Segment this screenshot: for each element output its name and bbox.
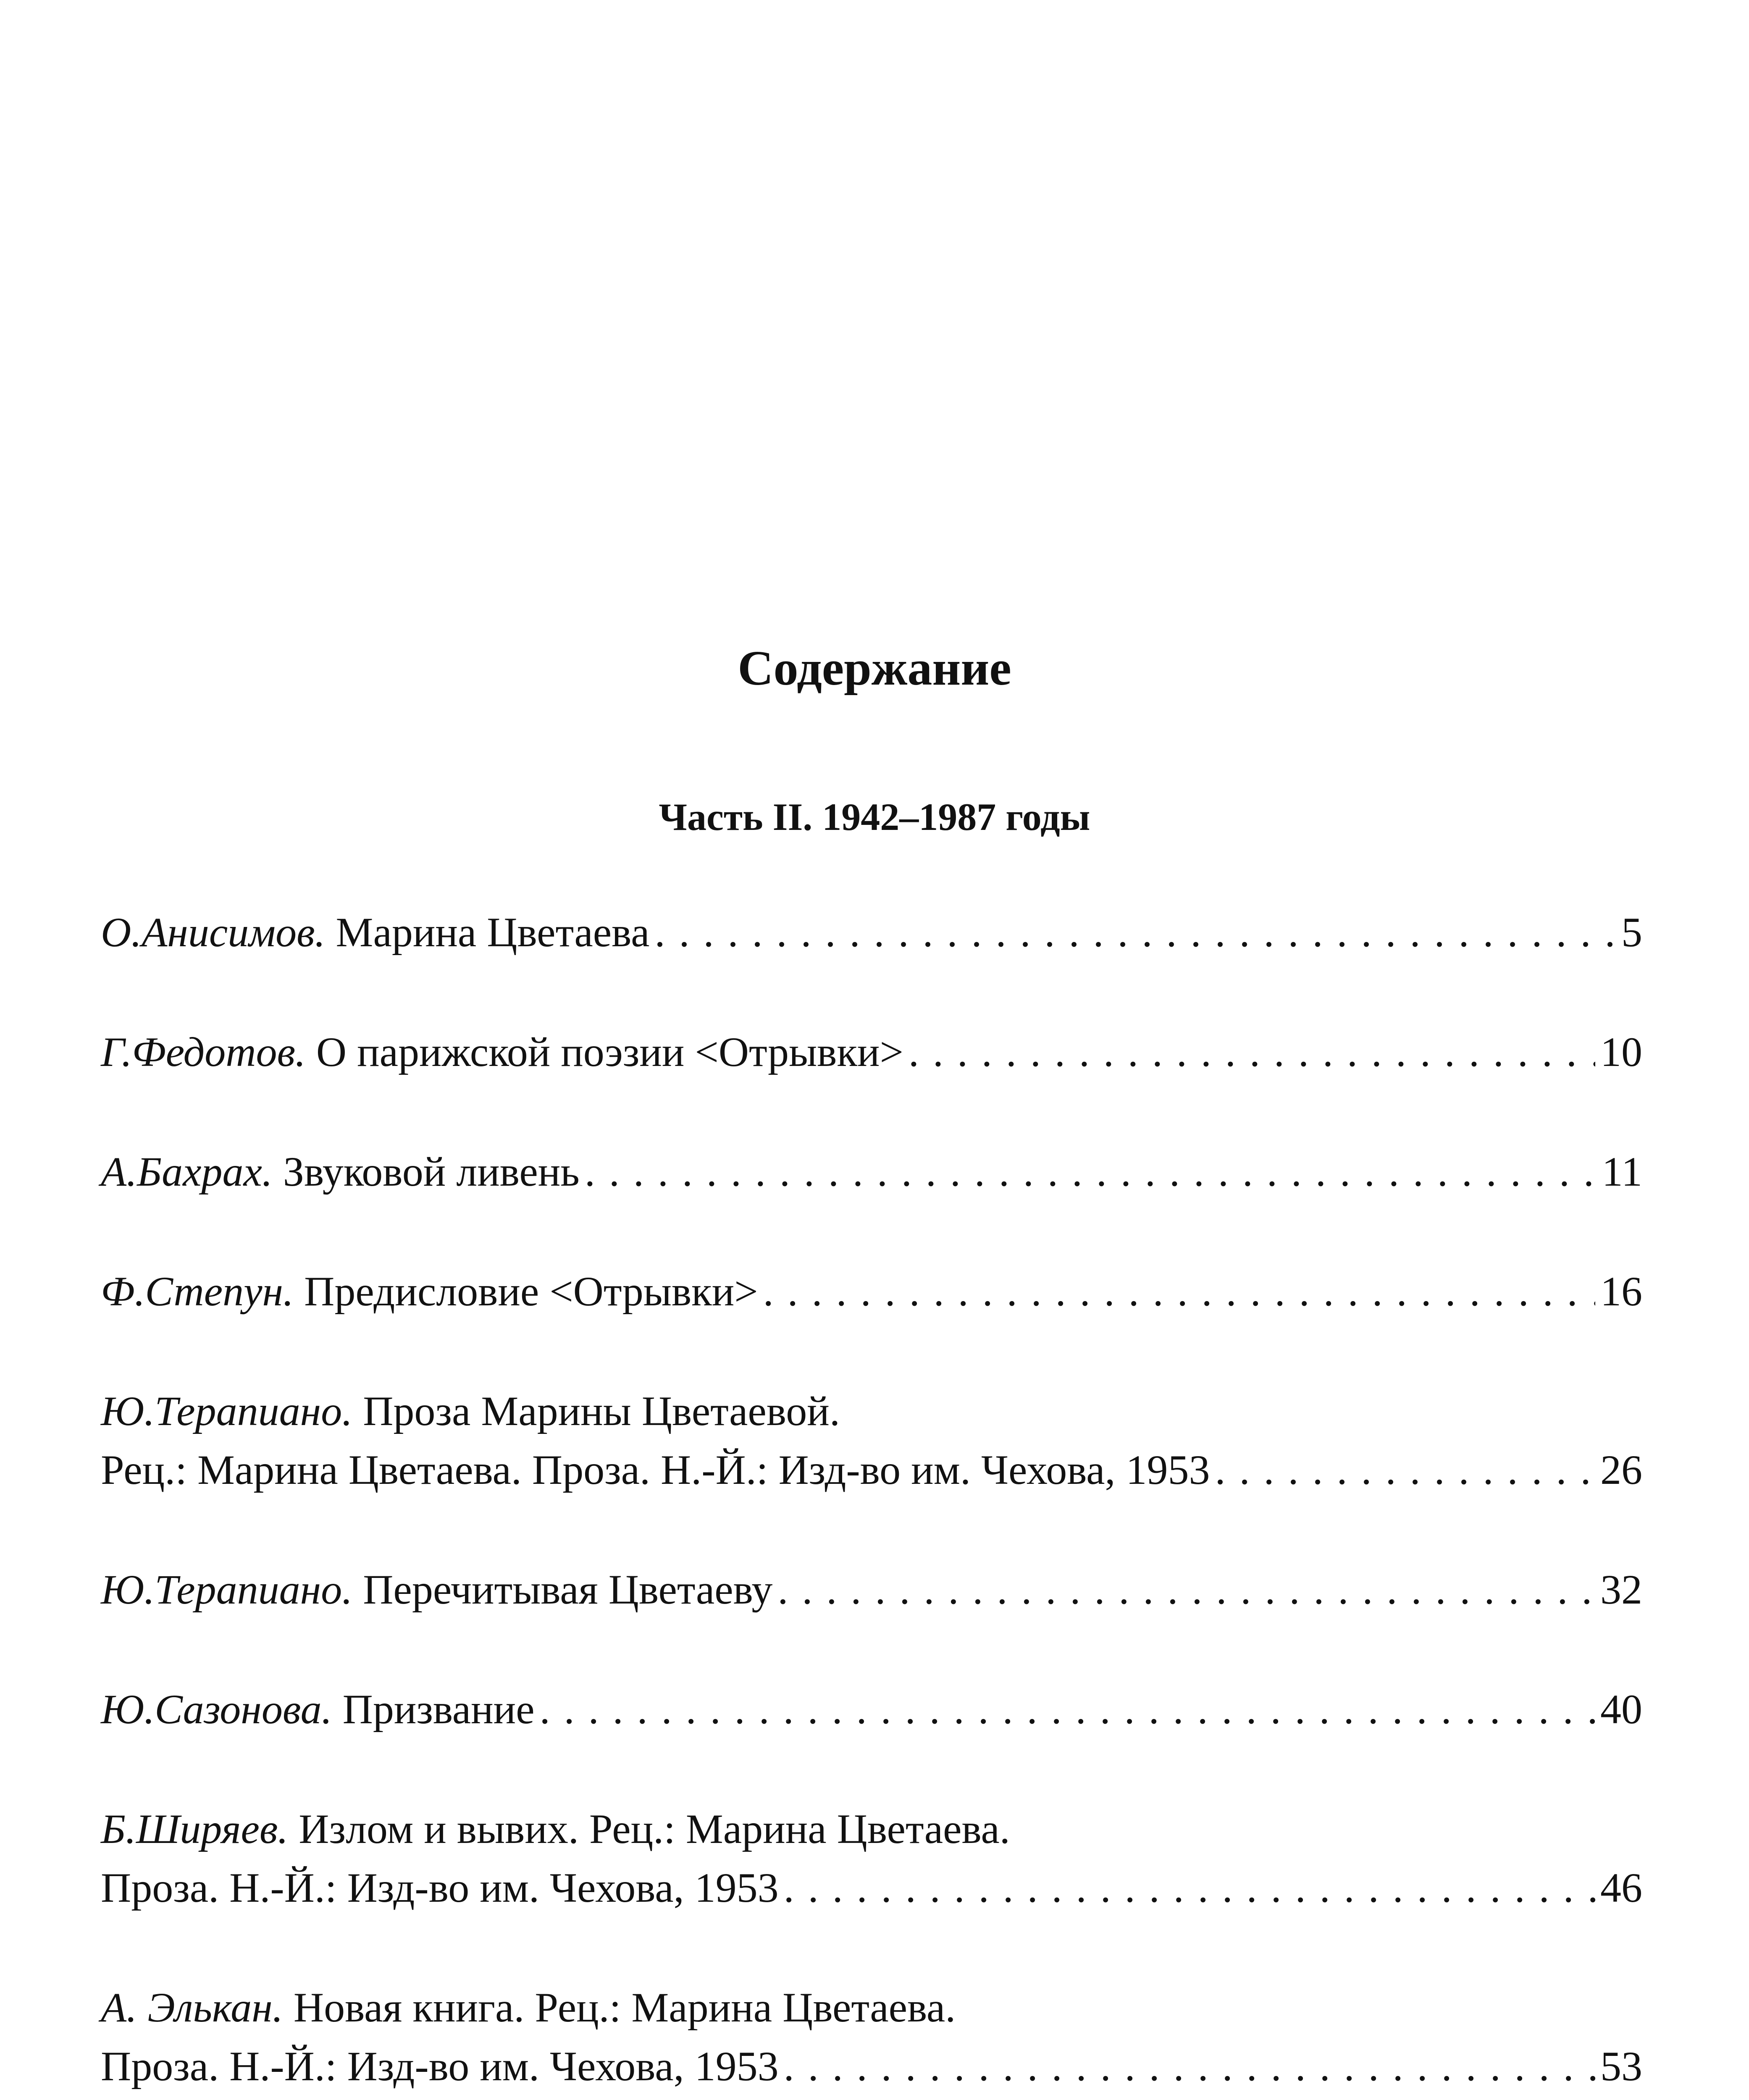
toc-entry-line	[101, 1858, 1642, 1917]
toc-title: Звуковой ливень	[283, 1148, 580, 1195]
toc-page-number: 46	[1600, 1864, 1642, 1911]
toc-title: О парижской поэзии <Отрывки>	[316, 1029, 903, 1075]
part-title: Часть II. 1942–1987 годы	[659, 795, 1090, 838]
toc-author: Б.Ширяев.	[101, 1806, 289, 1852]
toc-entry	[101, 903, 1642, 962]
toc-leader-dots	[585, 1142, 1597, 1201]
toc-title: Новая книга. Рец.: Марина Цветаева.	[293, 1984, 956, 2031]
toc-entry-line	[101, 1441, 1642, 1499]
toc-author: Г.Федотов.	[101, 1029, 306, 1075]
toc-author: Ю.Сазонова.	[101, 1686, 332, 1732]
table-of-contents	[101, 903, 1642, 2100]
toc-author: А.Бахрах.	[101, 1148, 273, 1195]
toc-leader-dots	[784, 2037, 1595, 2096]
toc-page-number: 5	[1621, 909, 1642, 956]
toc-title: Предисловие <Отрывки>	[304, 1268, 758, 1315]
toc-leader-dots	[909, 1023, 1595, 1082]
toc-entry	[101, 1382, 1642, 1499]
toc-page-number: 53	[1600, 2043, 1642, 2090]
toc-leader-dots	[654, 903, 1616, 962]
toc-entry-line	[101, 903, 1642, 962]
toc-title: Проза. Н.-Й.: Изд-во им. Чехова, 1953	[101, 1864, 779, 1911]
toc-entry	[101, 1800, 1642, 1917]
toc-leader-dots	[784, 1858, 1595, 1917]
toc-title: Призвание	[342, 1686, 535, 1732]
toc-author: О.Анисимов.	[101, 909, 326, 956]
toc-entry-line	[101, 1142, 1642, 1201]
toc-author: А. Элькан.	[101, 1984, 283, 2031]
toc-title: Проза. Н.-Й.: Изд-во им. Чехова, 1953	[101, 2043, 779, 2090]
toc-leader-dots	[540, 1680, 1595, 1739]
toc-page-number: 11	[1602, 1148, 1642, 1195]
toc-page-number: 10	[1600, 1029, 1642, 1075]
toc-entry-line	[101, 1680, 1642, 1739]
toc-author: Ф.Степун.	[101, 1268, 294, 1315]
toc-title: Рец.: Марина Цветаева. Проза. Н.-Й.: Изд-во им. Чехова, 1953	[101, 1446, 1210, 1493]
toc-entry	[101, 1978, 1642, 2096]
toc-page-number: 26	[1600, 1446, 1642, 1493]
toc-leader-dots	[777, 1560, 1595, 1619]
toc-entry-line	[101, 1382, 1642, 1441]
toc-author: Ю.Терапиано.	[101, 1566, 353, 1613]
toc-entry-line	[101, 1560, 1642, 1619]
toc-entry-line	[101, 1023, 1642, 1082]
toc-leader-dots	[763, 1262, 1595, 1321]
toc-entry-line	[101, 1262, 1642, 1321]
toc-entry	[101, 1023, 1642, 1082]
toc-entry-line	[101, 1800, 1642, 1858]
toc-title: Перечитывая Цветаеву	[363, 1566, 773, 1613]
toc-page-number: 16	[1600, 1268, 1642, 1315]
toc-page-number: 40	[1600, 1686, 1642, 1732]
toc-author: Ю.Терапиано.	[101, 1388, 353, 1434]
toc-title: Излом и вывих. Рец.: Марина Цветаева.	[299, 1806, 1010, 1852]
toc-entry	[101, 1560, 1642, 1619]
toc-page-number: 32	[1600, 1566, 1642, 1613]
toc-entry	[101, 1680, 1642, 1739]
toc-entry	[101, 1142, 1642, 1201]
page-title: Содержание	[738, 640, 1011, 696]
toc-title: Марина Цветаева	[336, 909, 650, 956]
toc-entry-line	[101, 1978, 1642, 2037]
toc-entry	[101, 1262, 1642, 1321]
toc-title: Проза Марины Цветаевой.	[363, 1388, 840, 1434]
toc-entry-line	[101, 2037, 1642, 2096]
toc-leader-dots	[1215, 1441, 1595, 1499]
